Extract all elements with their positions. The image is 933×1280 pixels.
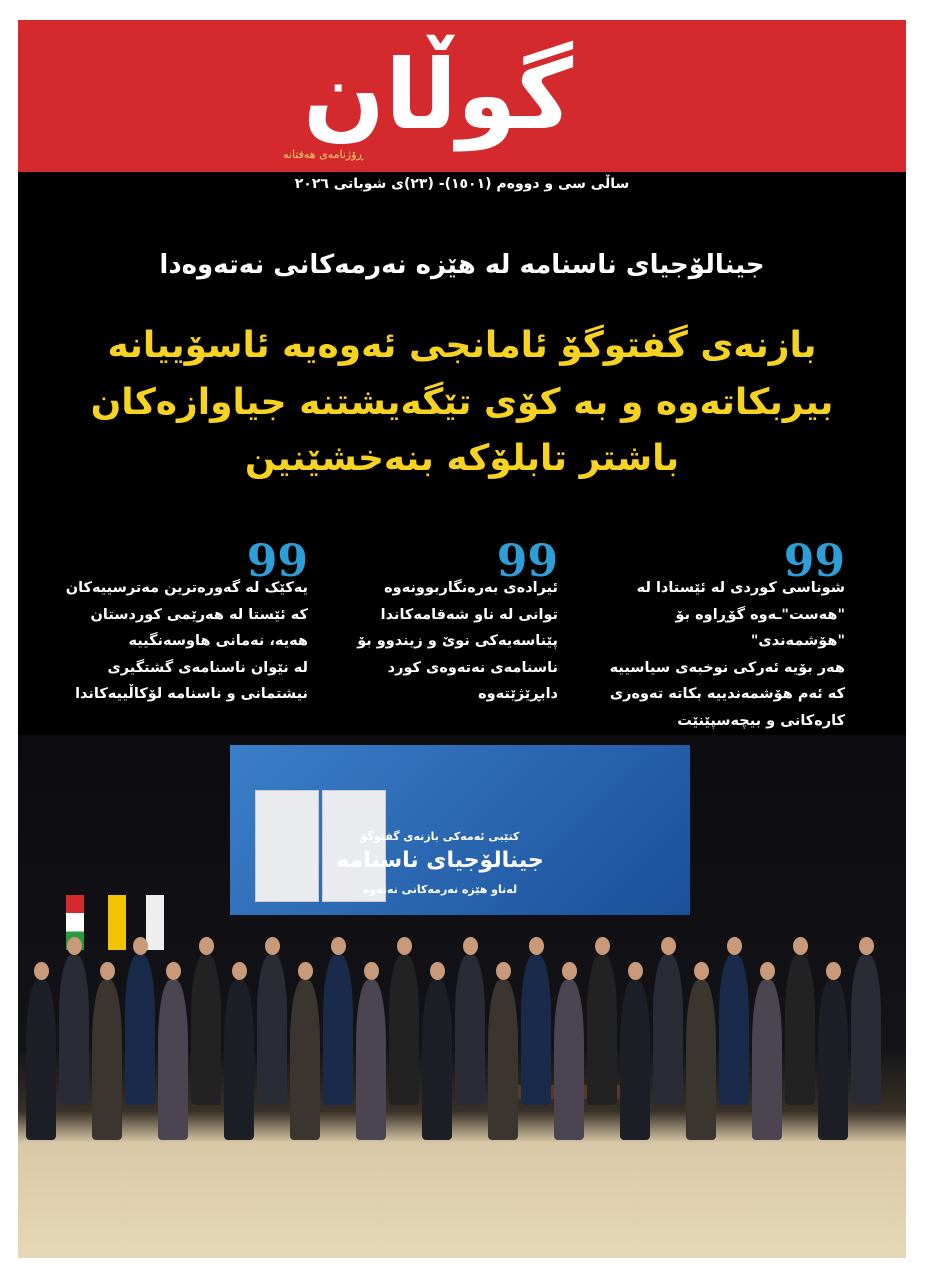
person-head xyxy=(694,962,709,980)
person xyxy=(389,955,419,1105)
person xyxy=(158,980,188,1140)
screen-text: لەناو هێزە نەرمەکانی نەتەوە xyxy=(362,883,518,896)
person xyxy=(818,980,848,1140)
quote-line: ناسنامەی نەتەوەی کورد xyxy=(387,659,558,676)
quote-line: نیشتمانی و ناسنامە لۆکاڵییەکاندا xyxy=(75,686,308,702)
flag xyxy=(146,895,164,950)
quote-line: شوناسی کوردی لە ئێستادا لە xyxy=(636,580,845,596)
logo: گوڵان xyxy=(303,39,574,151)
quote-mark-icon: 99 xyxy=(246,536,308,587)
quote-line: "هەست"ـەوە گۆڕاوە بۆ "هۆشمەندی" xyxy=(675,606,845,649)
tagline: ڕۆژنامەی هەفتانە xyxy=(283,148,364,161)
headline-line: بیربکاتەوە و بە کۆی تێگەیشتنە جیاوازەکان xyxy=(90,382,834,423)
quote-line: هەیە، نەمانی هاوسەنگییە xyxy=(128,633,308,649)
person xyxy=(488,980,518,1140)
person-head xyxy=(430,962,445,980)
person xyxy=(785,955,815,1105)
headline-line: بازنەی گفتوگۆ ئامانجی ئەوەیە ئاسۆییانە xyxy=(107,325,817,366)
person-head xyxy=(793,937,808,955)
person-head xyxy=(199,937,214,955)
person-head xyxy=(232,962,247,980)
person-head xyxy=(397,937,412,955)
person xyxy=(257,955,287,1105)
person-head xyxy=(661,937,676,955)
person xyxy=(455,955,485,1105)
person xyxy=(554,980,584,1140)
quote-3 xyxy=(58,536,308,708)
quote-line: پێناسەیەکی نوێ و زیندوو بۆ xyxy=(357,633,558,649)
person-head xyxy=(562,962,577,980)
quote-line: کە ئەم هۆشمەندییە بکاتە تەوەری xyxy=(609,686,845,702)
person xyxy=(290,980,320,1140)
quote-line: توانی لە ناو شەقامەکاندا xyxy=(380,606,558,623)
person xyxy=(191,955,221,1105)
event-photo xyxy=(18,735,906,1258)
headline-line: باشتر تابلۆکە بنەخشێنین xyxy=(244,438,680,479)
person xyxy=(686,980,716,1140)
quote-line: کارەکانی و بیچەسپێنێت xyxy=(677,712,845,729)
person-head xyxy=(298,962,313,980)
person-head xyxy=(529,937,544,955)
person-head xyxy=(826,962,841,980)
person-head xyxy=(265,937,280,955)
person xyxy=(752,980,782,1140)
person xyxy=(620,980,650,1140)
quote-line: کە ئێستا لە هەرێمی کوردستان xyxy=(90,606,308,623)
person-head xyxy=(496,962,511,980)
subtitle: جینالۆجیای ناسنامە لە هێزە نەرمەکانی نەتەوەدا xyxy=(159,250,765,280)
issue-line: ساڵی سی و دووەم (١٥٠١)- (٢٣)ی شوباتی ٢٠٢٦ xyxy=(18,172,906,197)
person xyxy=(356,980,386,1140)
person-head xyxy=(595,937,610,955)
person-head xyxy=(628,962,643,980)
person-head xyxy=(67,937,82,955)
person xyxy=(521,955,551,1105)
quote-mark-icon: 99 xyxy=(783,536,845,587)
person-head xyxy=(727,937,742,955)
quote-1 xyxy=(595,536,845,734)
quote-line: هەر بۆیە ئەرکی نوخبەی سیاسییە xyxy=(609,659,845,676)
person xyxy=(422,980,452,1140)
masthead xyxy=(18,20,906,172)
person xyxy=(224,980,254,1140)
person xyxy=(719,955,749,1105)
person xyxy=(653,955,683,1105)
quote-2 xyxy=(308,536,558,708)
screen-text: کتێبی ئەمەکی بازنەی گفتوگۆ xyxy=(360,830,520,843)
person-head xyxy=(859,937,874,955)
person-head xyxy=(760,962,775,980)
person-head xyxy=(166,962,181,980)
magazine-cover xyxy=(18,20,906,1258)
flag xyxy=(108,895,126,950)
person xyxy=(59,955,89,1105)
quote-line: دابڕێژێتەوە xyxy=(478,686,558,702)
person-head xyxy=(463,937,478,955)
person xyxy=(92,980,122,1140)
person-head xyxy=(100,962,115,980)
quote-line: ئیرادەی بەرەنگاربوونەوە xyxy=(384,580,558,596)
person xyxy=(851,955,881,1105)
person-head xyxy=(331,937,346,955)
stage-screen xyxy=(230,745,690,915)
person-head xyxy=(364,962,379,980)
quote-line: لە نێوان ناسنامەی گشتگیری xyxy=(107,659,308,676)
person xyxy=(125,955,155,1105)
quote-line: یەکێک لە گەورەترین مەترسییەکان xyxy=(65,580,308,596)
person xyxy=(26,980,56,1140)
person-head xyxy=(133,937,148,955)
person-head xyxy=(34,962,49,980)
quote-mark-icon: 99 xyxy=(496,536,558,587)
person xyxy=(323,955,353,1105)
screen-title: جینالۆجیای ناسنامە xyxy=(336,848,544,873)
person xyxy=(587,955,617,1105)
